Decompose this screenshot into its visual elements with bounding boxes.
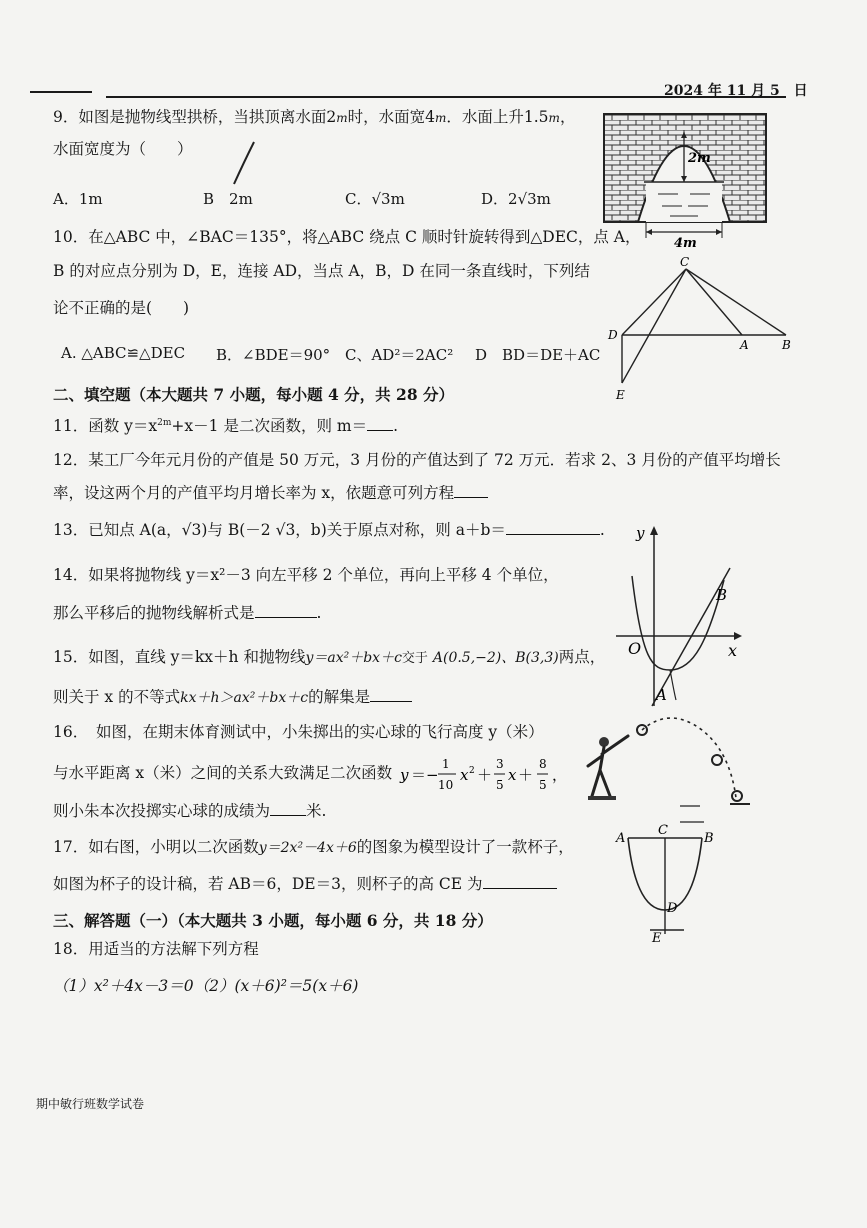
svg-text:＋: ＋ <box>518 766 534 784</box>
svg-text:＝−: ＝− <box>411 766 439 784</box>
origin-label: O <box>628 639 642 658</box>
question-16-line-3: 则小朱本次投掷实心球的成绩为 米. <box>53 802 327 820</box>
q16-formula <box>398 753 573 797</box>
point-d-label: D <box>608 328 618 342</box>
q9-option-c: C．√3m <box>345 190 405 208</box>
question-15-line-1: 15．如图，直线 y＝kx＋h 和抛物线y＝ax²＋bx＋c交于 A(0.5,−2)、B(3,3)两点， <box>53 648 606 666</box>
q10-option-c: C、AD²＝2AC² <box>345 346 454 364</box>
svg-text:1: 1 <box>442 757 450 771</box>
point-c-label: C <box>680 255 690 269</box>
q16-answer-blank[interactable] <box>270 815 306 816</box>
ball-mid <box>712 755 722 765</box>
question-11: 11．函数 $y=x^{2m}+x-1$ 是二次函数，则 m＝ . <box>53 417 399 435</box>
shot-put-figure <box>580 712 760 812</box>
q10-option-b: B．∠BDE＝90° <box>216 346 331 364</box>
header-rule-left <box>30 91 92 93</box>
q10-option-d: D BD＝DE＋AC <box>475 346 601 364</box>
line-parabola-figure <box>612 520 752 710</box>
svg-text:10: 10 <box>438 778 454 792</box>
point-d-label: D <box>667 901 678 916</box>
svg-text:x: x <box>508 766 517 784</box>
arch-height-label: 2m <box>688 151 711 166</box>
svg-text:，: ， <box>552 766 568 784</box>
question-17-line-1: 17．如右图，小明以二次函数y＝2x²－4x＋6的图象为模型设计了一款杯子， <box>53 838 574 856</box>
cup-design-figure <box>614 818 724 948</box>
q9-option-d: D．2√3m <box>481 190 551 208</box>
section-2-title: 二、填空题（本大题共 7 小题，每小题 4 分，共 28 分） <box>53 385 455 404</box>
question-12-line-2: 率，设这两个月的产值平均月增长率为 x，依题意可列方程 <box>53 484 488 503</box>
question-9-line-2: 水面宽度为（ ） <box>53 140 193 158</box>
question-9-line-1: 9．如图是抛物线型拱桥，当拱顶离水面2m时，水面宽4m．水面上升1.5m， <box>53 108 576 126</box>
q9-option-b: B 2m <box>203 190 253 208</box>
q9-option-a: A．1m <box>53 190 103 208</box>
q12-answer-blank[interactable] <box>454 497 488 498</box>
question-13: 13．已知点 A(a，√3)与 B(－2 √3，b)关于原点对称，则 a＋b＝ . <box>53 521 605 539</box>
q14-answer-blank[interactable] <box>255 617 317 618</box>
footer-title: 期中敏行班数学试卷 <box>36 1097 145 1111</box>
q13-answer-blank[interactable] <box>506 534 600 535</box>
rotated-triangles-figure <box>600 255 800 405</box>
point-a-label: A <box>740 338 749 352</box>
point-c-label: C <box>658 823 668 838</box>
point-e-label: E <box>652 931 662 946</box>
section-3-title: 三、解答题（一）（本大题共 3 小题，每小题 6 分，共 18 分） <box>53 911 493 930</box>
question-15-line-2: 则关于 x 的不等式kx＋h＞ax²＋bx＋c的解集是 <box>53 688 412 707</box>
point-b-label: B <box>716 586 728 604</box>
svg-text:5: 5 <box>496 778 504 792</box>
q11-answer-blank[interactable] <box>367 430 393 431</box>
point-a-label: A <box>656 686 667 704</box>
ball-end <box>732 791 742 801</box>
question-14-line-1: 14．如果将抛物线 y＝x²－3 向左平移 2 个单位，再向上平移 4 个单位， <box>53 566 559 584</box>
point-a-label: A <box>616 831 626 846</box>
water-width-label: 4m <box>674 236 697 250</box>
svg-text:y: y <box>400 766 409 784</box>
question-16-line-2: 与水平距离 x（米）之间的关系大致满足二次函数 <box>53 764 393 782</box>
question-10-line-2: B 的对应点分别为 D，E，连接 AD，当点 A，B，D 在同一条直线时，下列结 <box>53 262 590 280</box>
svg-text:8: 8 <box>539 757 547 771</box>
point-b-label: B <box>782 338 791 352</box>
question-16-line-1: 16． 如图，在期末体育测试中，小朱掷出的实心球的飞行高度 y（米） <box>53 723 544 741</box>
q17-answer-blank[interactable] <box>483 888 557 889</box>
question-18-equations: （1）x²＋4x－3＝0（2）(x＋6)²＝5(x＋6) <box>53 977 359 995</box>
point-e-label: E <box>616 388 625 402</box>
question-14-line-2: 那么平移后的抛物线解析式是 . <box>53 604 322 622</box>
parabola-lower <box>670 670 676 700</box>
q10-option-a: A. △ABC≌△DEC <box>61 344 186 362</box>
svg-text:2: 2 <box>469 766 475 776</box>
svg-text:5: 5 <box>539 778 547 792</box>
question-12-line-1: 12．某工厂今年元月份的产值是 50 万元，3 月份的产值达到了 72 万元．若求 2、3 月份的产值平均增长 <box>53 451 781 469</box>
axis-y-label: y <box>636 524 645 542</box>
parabola <box>632 576 724 670</box>
question-10-line-1: 10．在△ABC 中，∠BAC＝135°，将△ABC 绕点 C 顺时针旋转得到△DEC，点 A， <box>53 228 641 246</box>
exam-date: 2024 年 11 月 5 日 <box>664 83 808 99</box>
point-b-label: B <box>704 831 714 846</box>
q15-answer-blank[interactable] <box>370 701 412 702</box>
svg-text:x: x <box>460 766 469 784</box>
svg-text:3: 3 <box>496 757 504 771</box>
svg-text:＋: ＋ <box>477 766 493 784</box>
question-17-line-2: 如图为杯子的设计稿，若 AB＝6，DE＝3，则杯子的高 CE 为 <box>53 875 557 894</box>
pen-stroke-mark <box>230 140 260 190</box>
question-18-title: 18．用适当的方法解下列方程 <box>53 940 259 958</box>
axis-x-label: x <box>728 641 738 660</box>
question-10-line-3: 论不正确的是( ) <box>53 299 190 317</box>
